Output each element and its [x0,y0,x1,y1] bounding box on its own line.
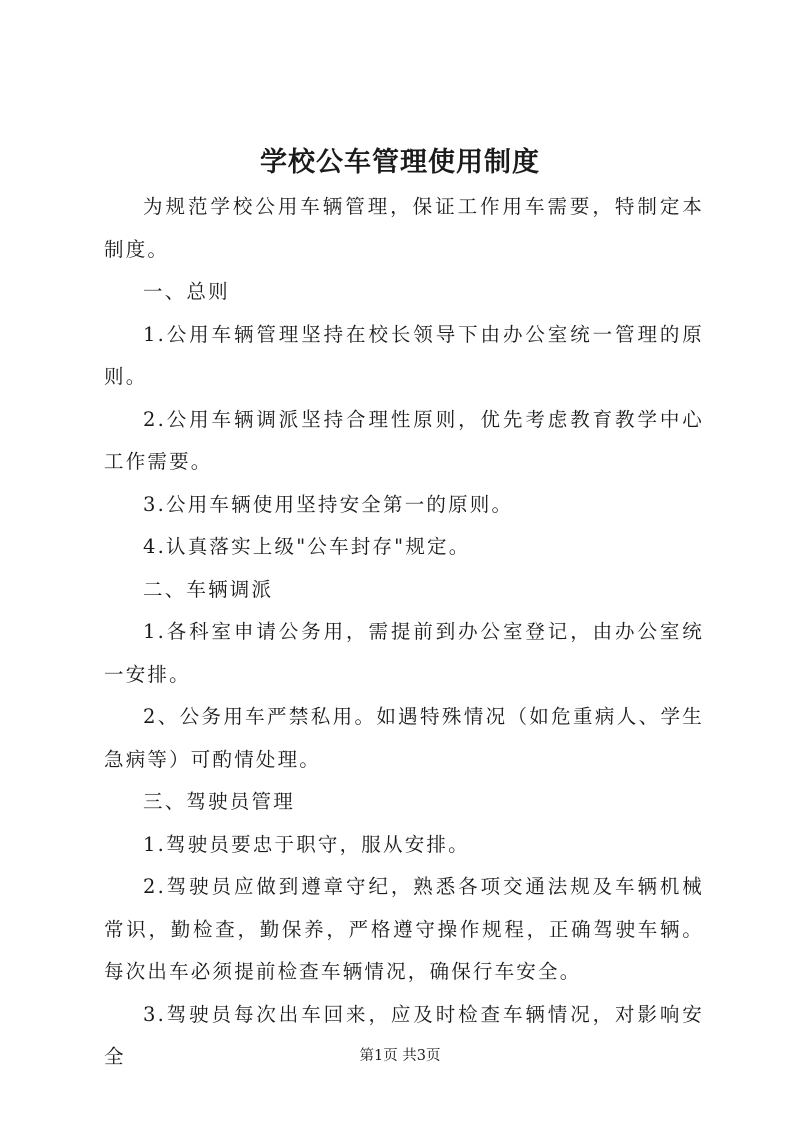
general-item-3: 3.公用车辆使用坚持安全第一的原则。 [143,492,514,516]
general-item-4: 4.认真落实上级"公车封存"规定。 [143,535,471,558]
document-title: 学校公车管理使用制度 [260,147,540,178]
general-item-2: 2.公用车辆调派坚持合理性原则，优先考虑教育教学中心工作需要。 [104,407,704,473]
general-item-1: 1.公用车辆管理坚持在校长领导下由办公室统一管理的原则。 [104,322,704,388]
page-footer: 第1页 共3页 [359,1048,441,1064]
intro-paragraph: 为规范学校公用车辆管理，保证工作用车需要，特制定本制度。 [104,195,704,261]
drivers-item-3: 3.驾驶员每次出车回来，应及时检查车辆情况，对影响安全 [104,1002,704,1068]
dispatch-item-1: 1.各科室申请公务用，需提前到办公室登记，由办公室统一安排。 [104,620,704,686]
document-body [104,186,704,1079]
section-heading-drivers: 三、驾驶员管理 [143,790,295,813]
drivers-item-2: 2.驾驶员应做到遵章守纪，熟悉各项交通法规及车辆机械常识，勤检查，勤保养，严格遵守操作规程，正确驾驶车辆。每次出车必须提前检查车辆情况，确保行车安全。 [104,875,704,983]
drivers-item-1: 1.驾驶员要忠于职守，服从安排。 [143,832,470,856]
section-heading-dispatch: 二、车辆调派 [143,577,274,601]
section-heading-general: 一、总则 [143,280,230,303]
dispatch-item-2: 2、公务用车严禁私用。如遇特殊情况（如危重病人、学生急病等）可酌情处理。 [104,705,704,771]
